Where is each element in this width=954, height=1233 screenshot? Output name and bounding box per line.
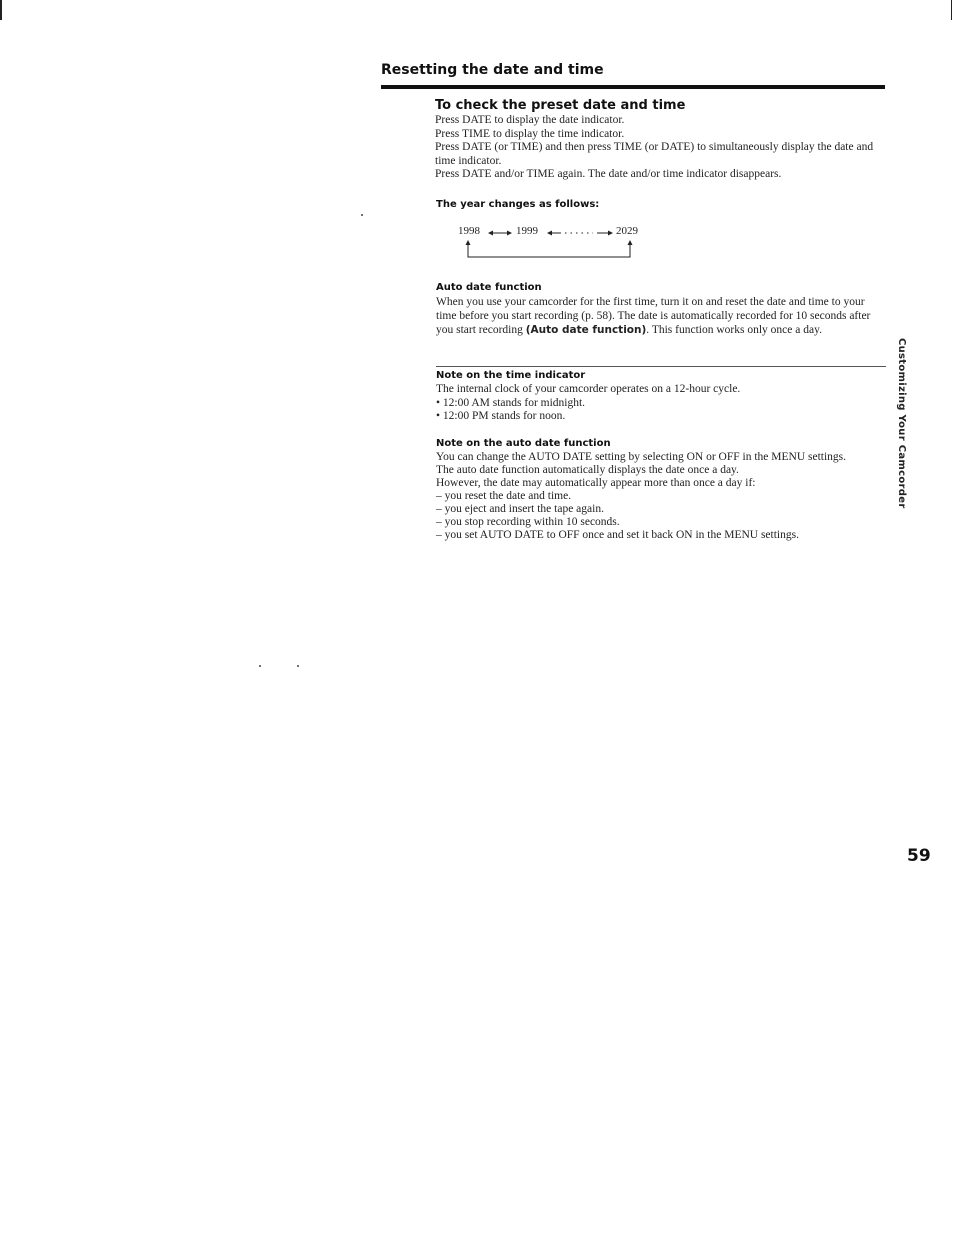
note-auto-line: You can change the AUTO DATE setting by selecting ON or OFF in the MENU settings. — [436, 451, 847, 463]
scan-edge-mark-left — [0, 0, 2, 20]
note-time-line: The internal clock of your camcorder operates on a 12-hour cycle. — [436, 383, 741, 395]
note-auto-line: – you stop recording within 10 seconds. — [436, 516, 620, 528]
notes-divider — [436, 366, 886, 367]
scan-speck — [259, 665, 261, 667]
auto-date-text — [436, 295, 886, 337]
check-line: Press DATE (or TIME) and then press TIME (or DATE) to simultaneously display the date and time indicator. — [435, 141, 874, 167]
note-time-heading: Note on the time indicator — [436, 370, 586, 381]
page-number: 59 — [907, 846, 931, 866]
check-instructions — [435, 114, 875, 182]
note-time-text — [436, 383, 891, 424]
note-auto-heading: Note on the auto date function — [436, 438, 611, 449]
note-auto-line: The auto date function automatically displays the date once a day. — [436, 464, 739, 476]
scan-speck — [361, 214, 363, 216]
scan-speck — [297, 665, 299, 667]
loop-back-arrow-icon — [460, 240, 636, 260]
auto-date-text-before: When you use your camcorder for the first time, turn it on and reset the date and time to your time before you start recording (p. 58). The date is automatically recorded for 10 seconds after you start recording — [436, 296, 871, 336]
note-auto-line: However, the date may automatically appear more than once a day if: — [436, 477, 756, 489]
section-title: Resetting the date and time — [381, 62, 604, 78]
dotted-double-arrow-icon — [547, 228, 613, 238]
note-auto-text — [436, 451, 896, 542]
year-1999: 1999 — [516, 225, 538, 237]
note-time-line: • 12:00 PM stands for noon. — [436, 410, 566, 422]
double-arrow-icon — [488, 228, 512, 238]
auto-date-bold: (Auto date function) — [525, 324, 647, 336]
year-2029: 2029 — [616, 225, 638, 237]
check-line: Press DATE to display the date indicator. — [435, 114, 625, 126]
note-auto-line: – you eject and insert the tape again. — [436, 503, 604, 515]
subsection-title: To check the preset date and time — [435, 98, 686, 113]
auto-date-text-after: . This function works only once a day. — [646, 324, 822, 336]
auto-date-heading: Auto date function — [436, 282, 542, 293]
chapter-side-tab: Customizing Your Camcorder — [896, 338, 907, 509]
check-line: Press TIME to display the time indicator. — [435, 127, 625, 140]
note-auto-line: – you reset the date and time. — [436, 490, 572, 502]
note-auto-line: – you set AUTO DATE to OFF once and set it back ON in the MENU settings. — [436, 529, 799, 541]
check-line: Press DATE and/or TIME again. The date and/or time indicator disappears. — [435, 168, 782, 180]
scan-edge-mark-right — [951, 0, 952, 20]
title-rule — [381, 85, 885, 89]
year-1998: 1998 — [458, 225, 480, 237]
year-heading: The year changes as follows: — [436, 199, 600, 210]
note-time-line: • 12:00 AM stands for midnight. — [436, 396, 586, 409]
